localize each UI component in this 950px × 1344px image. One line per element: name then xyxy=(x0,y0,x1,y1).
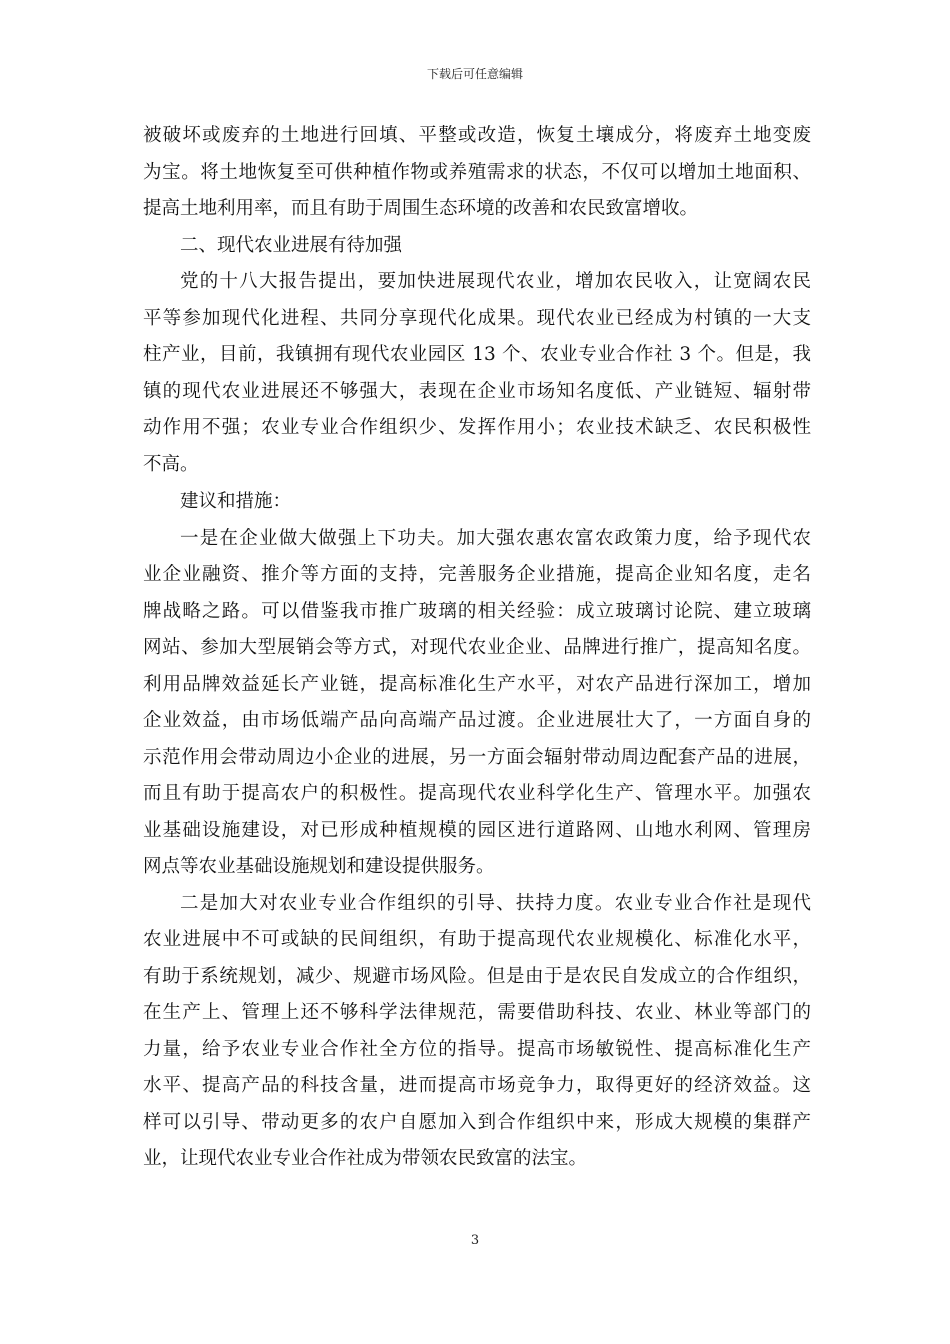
page-number: 3 xyxy=(470,1233,480,1248)
body-line: 水平、提高产品的科技含量，进而提高市场竞争力，取得更好的经济效益。这 xyxy=(143,1075,811,1096)
body-line: 业基础设施建设，对已形成种植规模的园区进行道路网、山地水利网、管理房 xyxy=(143,819,811,841)
body-line: 网点等农业基础设施规划和建设提供服务。 xyxy=(143,856,495,877)
body-line: 力量，给予农业专业合作社全方位的指导。提高市场敏锐性、提高标准化生产 xyxy=(143,1038,811,1060)
body-line: 业企业融资、推介等方面的支持，完善服务企业措施，提高企业知名度，走名 xyxy=(143,564,811,585)
body-line: 企业效益，由市场低端产品向高端产品过渡。企业进展壮大了，一方面自身的 xyxy=(143,710,811,731)
body-line: 在生产上、管理上还不够科学法律规范，需要借助科技、农业、林业等部门的 xyxy=(143,1002,811,1023)
body-line: 镇的现代农业进展还不够强大，表现在企业市场知名度低、产业链短、辐射带 xyxy=(143,380,811,402)
section-heading: 二、现代农业进展有待加强 xyxy=(180,234,403,256)
body-line: 样可以引导、带动更多的农户自愿加入到合作组织中来，形成大规模的集群产 xyxy=(143,1111,811,1133)
body-line: 不高。 xyxy=(143,453,199,475)
body-line: 一是在企业做大做强上下功夫。加大强农惠农富农政策力度，给予现代农 xyxy=(180,527,811,549)
body-line: 动作用不强；农业专业合作组织少、发挥作用小；农业技术缺乏、农民积极性 xyxy=(143,417,811,438)
body-line: 提高土地利用率，而且有助于周围生态环境的改善和农民致富增收。 xyxy=(143,198,699,219)
body-line: 网站、参加大型展销会等方式，对现代农业企业、品牌进行推广，提高知名度。 xyxy=(143,637,811,658)
document-body xyxy=(143,118,811,1178)
body-line: 有助于系统规划，减少、规避市场风险。但是由于是农民自发成立的合作组织， xyxy=(143,965,811,987)
body-line: 业，让现代农业专业合作社成为带领农民致富的法宝。 xyxy=(143,1148,588,1169)
body-line: 党的十八大报告提出，要加快进展现代农业，增加农民收入，让宽阔农民 xyxy=(180,271,811,292)
body-line: 示范作用会带动周边小企业的进展，另一方面会辐射带动周边配套产品的进展， xyxy=(143,746,811,768)
body-line: 牌战略之路。可以借鉴我市推广玻璃的相关经验：成立玻璃讨论院、建立玻璃 xyxy=(143,600,811,622)
subsection-heading: 建议和措施： xyxy=(180,491,292,512)
body-line: 平等参加现代化进程、共同分享现代化成果。现代农业已经成为村镇的一大支 xyxy=(143,307,811,329)
body-line: 而且有助于提高农户的积极性。提高现代农业科学化生产、管理水平。加强农 xyxy=(143,783,811,804)
body-line: 利用品牌效益延长产业链，提高标准化生产水平，对农产品进行深加工，增加 xyxy=(143,673,811,695)
body-line: 农业进展中不可或缺的民间组织，有助于提高现代农业规模化、标准化水平， xyxy=(143,929,811,950)
body-line: 柱产业，目前，我镇拥有现代农业园区 13 个、农业专业合作社 3 个。但是，我 xyxy=(143,344,811,365)
body-line: 被破坏或废弃的土地进行回填、平整或改造，恢复土壤成分，将废弃土地变废 xyxy=(143,125,811,146)
body-line: 二是加大对农业专业合作组织的引导、扶持力度。农业专业合作社是现代 xyxy=(180,892,811,914)
page-header: 下载后可任意编辑 xyxy=(426,67,523,81)
body-line: 为宝。将土地恢复至可供种植作物或养殖需求的状态，不仅可以增加土地面积、 xyxy=(143,161,811,183)
